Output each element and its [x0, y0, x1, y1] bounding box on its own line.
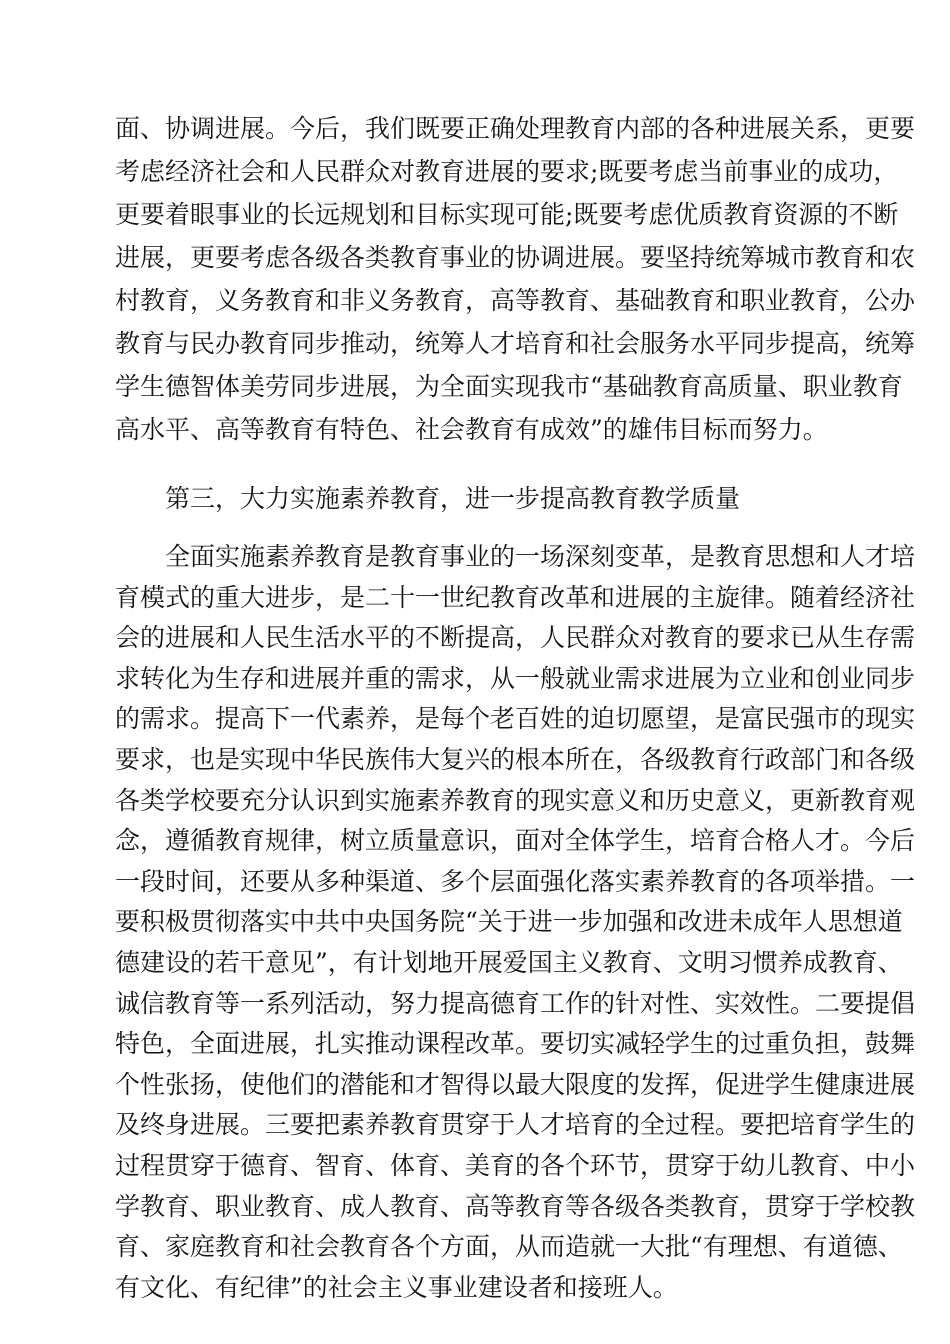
text-line: 高水平、高等教育有特色、社会教育有成效”的雄伟目标而努力。 [115, 415, 828, 444]
text-line: 面、协调进展。今后，我们既要正确处理教育内部的各种进展关系，更要 [115, 114, 916, 143]
text-line: 及终身进展。三要把素养教育贯穿于人才培育的全过程。要把培育学生的 [115, 1110, 916, 1140]
text-line: 育、家庭教育和社会教育各个方面，从而造就一大批“有理想、有道德、 [115, 1232, 903, 1262]
text-line: 更要着眼事业的长远规划和目标实现可能;既要考虑优质教育资源的不断 [115, 200, 899, 229]
text-line: 德建设的若干意见”，有计划地开展爱国主义教育、文明习惯养成教育、 [115, 948, 903, 977]
text-line: 要积极贯彻落实中共中央国务院“关于进一步加强和改进未成年人思想道 [115, 907, 903, 937]
text-line: 过程贯穿于德育、智育、体育、美育的各个环节，贯穿于幼儿教育、中小 [115, 1151, 916, 1180]
section-heading: 第三，大力实施素养教育，进一步提高教育教学质量 [165, 484, 741, 513]
text-line: 诚信教育等一系列活动，努力提高德育工作的针对性、实效性。二要提倡 [115, 988, 916, 1018]
text-line: 育模式的重大进步，是二十一世纪教育改革和进展的主旋律。随着经济社 [115, 582, 916, 612]
text-line: 会的进展和人民生活水平的不断提高，人民群众对教育的要求已从生存需 [115, 623, 916, 653]
text-line: 有文化、有纪律”的社会主义事业建设者和接班人。 [115, 1272, 678, 1302]
text-line: 学生德智体美劳同步进展，为全面实现我市“基础教育高质量、职业教育 [115, 372, 903, 401]
text-line: 教育与民办教育同步推动，统筹人才培育和社会服务水平同步提高，统筹 [115, 329, 916, 358]
text-line: 特色，全面进展，扎实推动课程改革。要切实减轻学生的过重负担，鼓舞 [115, 1029, 916, 1059]
text-line: 个性张扬，使他们的潜能和才智得以最大限度的发挥，促进学生健康进展 [115, 1069, 916, 1099]
text-line: 考虑经济社会和人民群众对教育进展的要求;既要考虑当前事业的成功， [115, 157, 899, 186]
text-line: 求转化为生存和进展并重的需求，从一般就业需求进展为立业和创业同步 [115, 663, 916, 693]
text-line: 的需求。提高下一代素养，是每个老百姓的迫切愿望，是富民强市的现实 [115, 704, 916, 734]
text-line: 进展，更要考虑各级各类教育事业的协调进展。要坚持统筹城市教育和农 [115, 243, 916, 272]
text-line: 各类学校要充分认识到实施素养教育的现实意义和历史意义，更新教育观 [115, 785, 916, 815]
text-line: 学教育、职业教育、成人教育、高等教育等各级各类教育，贯穿于学校教 [115, 1191, 916, 1221]
text-line: 全面实施素养教育是教育事业的一场深刻变革，是教育思想和人才培 [165, 542, 916, 571]
text-line: 念，遵循教育规律，树立质量意识，面对全体学生，培育合格人才。今后 [115, 826, 916, 856]
text-line: 一段时间，还要从多种渠道、多个层面强化落实素养教育的各项举措。一 [115, 866, 916, 896]
text-line: 村教育，义务教育和非义务教育，高等教育、基础教育和职业教育，公办 [115, 286, 916, 315]
text-line: 要求，也是实现中华民族伟大复兴的根本所在，各级教育行政部门和各级 [115, 745, 916, 774]
